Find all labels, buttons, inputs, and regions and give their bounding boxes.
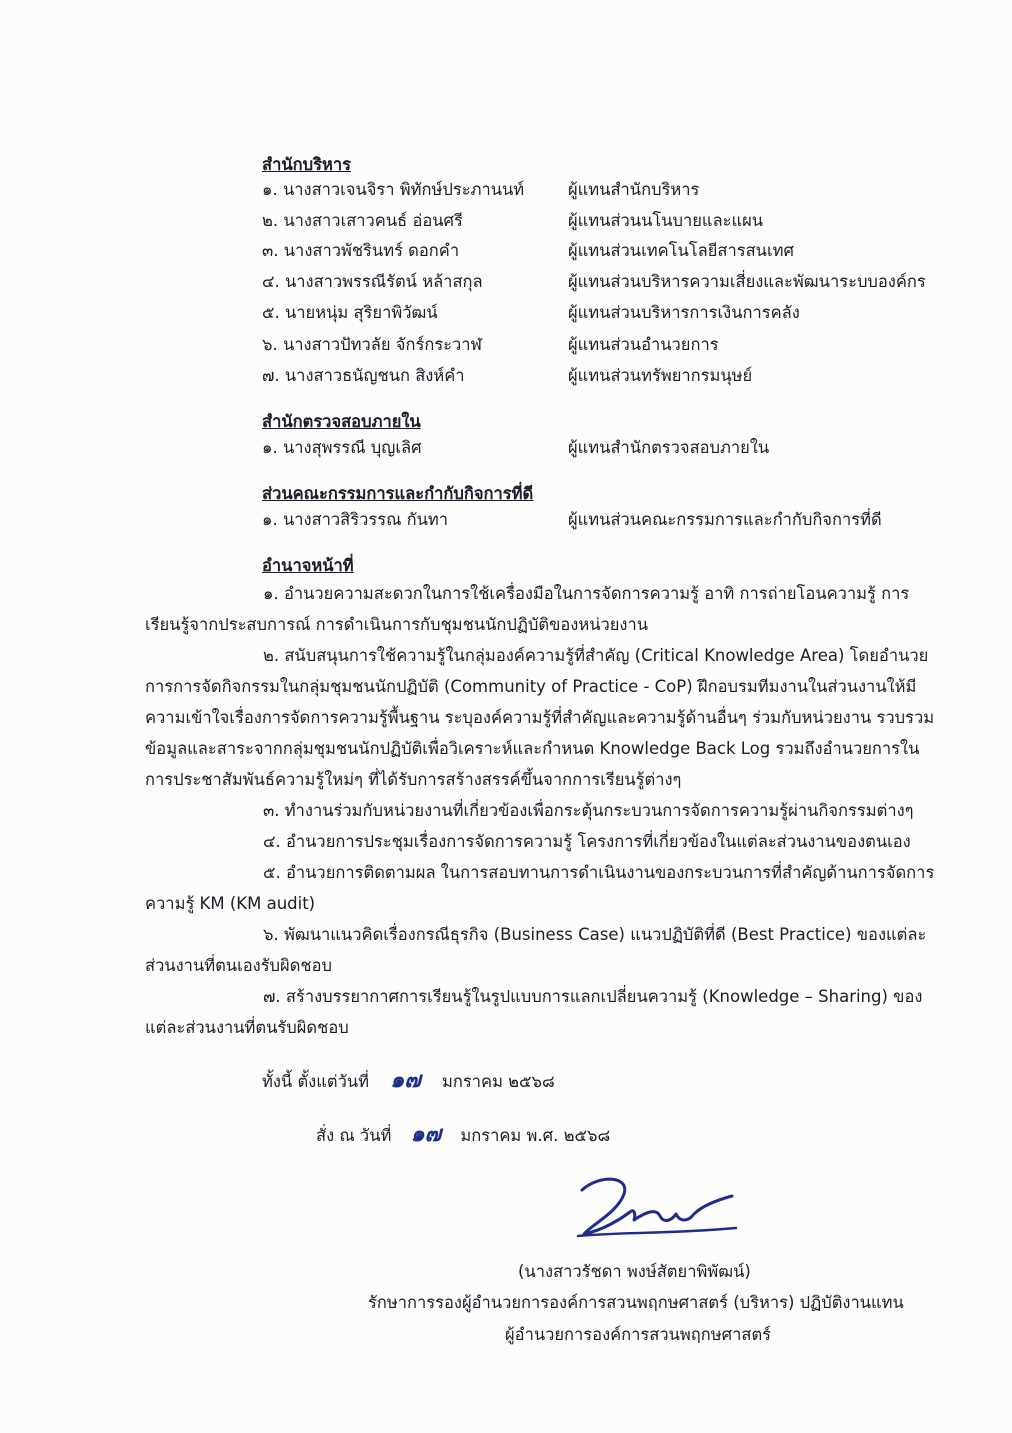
member-role: ผู้แทนส่วนบริหารการเงินการคลัง — [568, 303, 800, 322]
member-name: ๑. นางสาวสิริวรรณ กันทา — [262, 510, 449, 529]
member-name: ๓. นางสาวพัชรินทร์ ดอกคำ — [262, 241, 460, 260]
member-name: ๕. นายหนุ่ม สุริยาพิวัฒน์ — [262, 303, 438, 322]
member-name: ๗. นางสาวธนัญชนก สิงห์คำ — [262, 366, 465, 385]
duty-item: ๒. สนับสนุนการใช้ความรู้ในกลุ่มองค์ความรู้ที่สำคัญ (Critical Knowledge Area) โดยอำนวยการการจัดกิจกรรมในกลุ่มชุมชนนักปฏิบัติ (Community of Practice - CoP) ฝึกอบรมทีมงานในส่วนงานให้มีความเข้าใจเรื่องการจัดการความรู้พื้นฐาน ระบุองค์ความรู้ที่สำคัญและความรู้ด้านอื่นๆ ร่วมกับหน่วยงาน รวบรวมข้อมูลและสาระจากกลุ่มชุมชนนักปฏิบัติเพื่อวิเคราะห์และกำหนด Knowledge Back Log รวมถึงอำนวยการในการประชาสัมพันธ์ความรู้ใหม่ๆ ที่ได้รับการสร้างสรรค์ขึ้นจากการเรียนรู้ต่างๆ — [145, 646, 935, 789]
member-name: ๖. นางสาวปัทวลัย จักร์กระวาฬ — [262, 335, 482, 354]
duties-title: อำนาจหน้าที่ — [262, 556, 354, 575]
order-day-handwritten: ๑๗ — [410, 1121, 442, 1147]
effective-date-line — [262, 1067, 555, 1093]
order-suffix: มกราคม พ.ศ. ๒๕๖๘ — [460, 1126, 611, 1145]
member-role: ผู้แทนส่วนทรัพยากรมนุษย์ — [568, 366, 753, 385]
section-title-internal-audit: สำนักตรวจสอบภายใน — [262, 412, 421, 431]
duty-item: ๗. สร้างบรรยากาศการเรียนรู้ในรูปแบบการแลกเปลี่ยนความรู้ (Knowledge – Sharing) ของแต่ละส่วนงานที่ตนรับผิดชอบ — [145, 987, 923, 1037]
duty-item: ๔. อำนวยการประชุมเรื่องการจัดการความรู้ โครงการที่เกี่ยวข้องในแต่ละส่วนงานของตนเอง — [263, 832, 911, 851]
order-prefix: สั่ง ณ วันที่ — [316, 1126, 392, 1145]
signatory-name: (นางสาวรัชดา พงษ์สัตยาพิพัฒน์) — [518, 1262, 751, 1281]
duty-item: ๖. พัฒนาแนวคิดเรื่องกรณีธุรกิจ (Business Case) แนวปฏิบัติที่ดี (Best Practice) ของแต่ละส่วนงานที่ตนเองรับผิดชอบ — [145, 925, 927, 975]
member-role: ผู้แทนส่วนบริหารความเสี่ยงและพัฒนาระบบองค์กร — [568, 272, 926, 291]
member-name: ๔. นางสาวพรรณีรัตน์ หล้าสกุล — [262, 272, 483, 291]
duty-item: ๓. ทำงานร่วมกับหน่วยงานที่เกี่ยวข้องเพื่อกระตุ้นกระบวนการจัดการความรู้ผ่านกิจกรรมต่างๆ — [263, 801, 914, 820]
member-role: ผู้แทนสำนักตรวจสอบภายใน — [568, 438, 770, 457]
order-date-line — [316, 1121, 611, 1147]
duty-item: ๑. อำนวยความสะดวกในการใช้เครื่องมือในการจัดการความรู้ อาทิ การถ่ายโอนความรู้ การเรียนรู้จากประสบการณ์ การดำเนินการกับชุมชนนักปฏิบัติของหน่วยงาน — [145, 584, 910, 634]
member-role: ผู้แทนส่วนเทคโนโลยีสารสนเทศ — [568, 241, 794, 260]
effective-prefix: ทั้งนี้ ตั้งแต่วันที่ — [262, 1072, 370, 1091]
member-role: ผู้แทนส่วนนโนบายและแผน — [568, 211, 764, 230]
signatory-position-line1: รักษาการรองผู้อำนวยการองค์การสวนพฤกษศาสตร์ (บริหาร) ปฏิบัติงานแทน — [368, 1293, 904, 1312]
section-title-executive-office: สำนักบริหาร — [262, 155, 351, 174]
member-name: ๒. นางสาวเสาวคนธ์ อ่อนศรี — [262, 211, 463, 230]
signatory-position-line2: ผู้อำนวยการองค์การสวนพฤกษศาสตร์ — [505, 1325, 772, 1344]
effective-day-handwritten: ๑๗ — [390, 1067, 421, 1093]
signature-icon — [560, 1168, 760, 1248]
member-role: ผู้แทนส่วนคณะกรรมการและกำกับกิจการที่ดี — [568, 510, 882, 529]
effective-suffix: มกราคม ๒๕๖๘ — [442, 1072, 555, 1091]
duty-item: ๕. อำนวยการติดตามผล ในการสอบทานการดำเนินงานของกระบวนการที่สำคัญด้านการจัดการความรู้ KM (KM audit) — [145, 863, 935, 913]
member-role: ผู้แทนส่วนอำนวยการ — [568, 335, 719, 354]
section-title-governance: ส่วนคณะกรรมการและกำกับกิจการที่ดี — [262, 484, 534, 503]
member-role: ผู้แทนสำนักบริหาร — [568, 180, 700, 199]
member-name: ๑. นางสุพรรณี บุญเลิศ — [262, 438, 422, 457]
member-name: ๑. นางสาวเจนจิรา พิทักษ์ประภานนท์ — [262, 180, 525, 199]
